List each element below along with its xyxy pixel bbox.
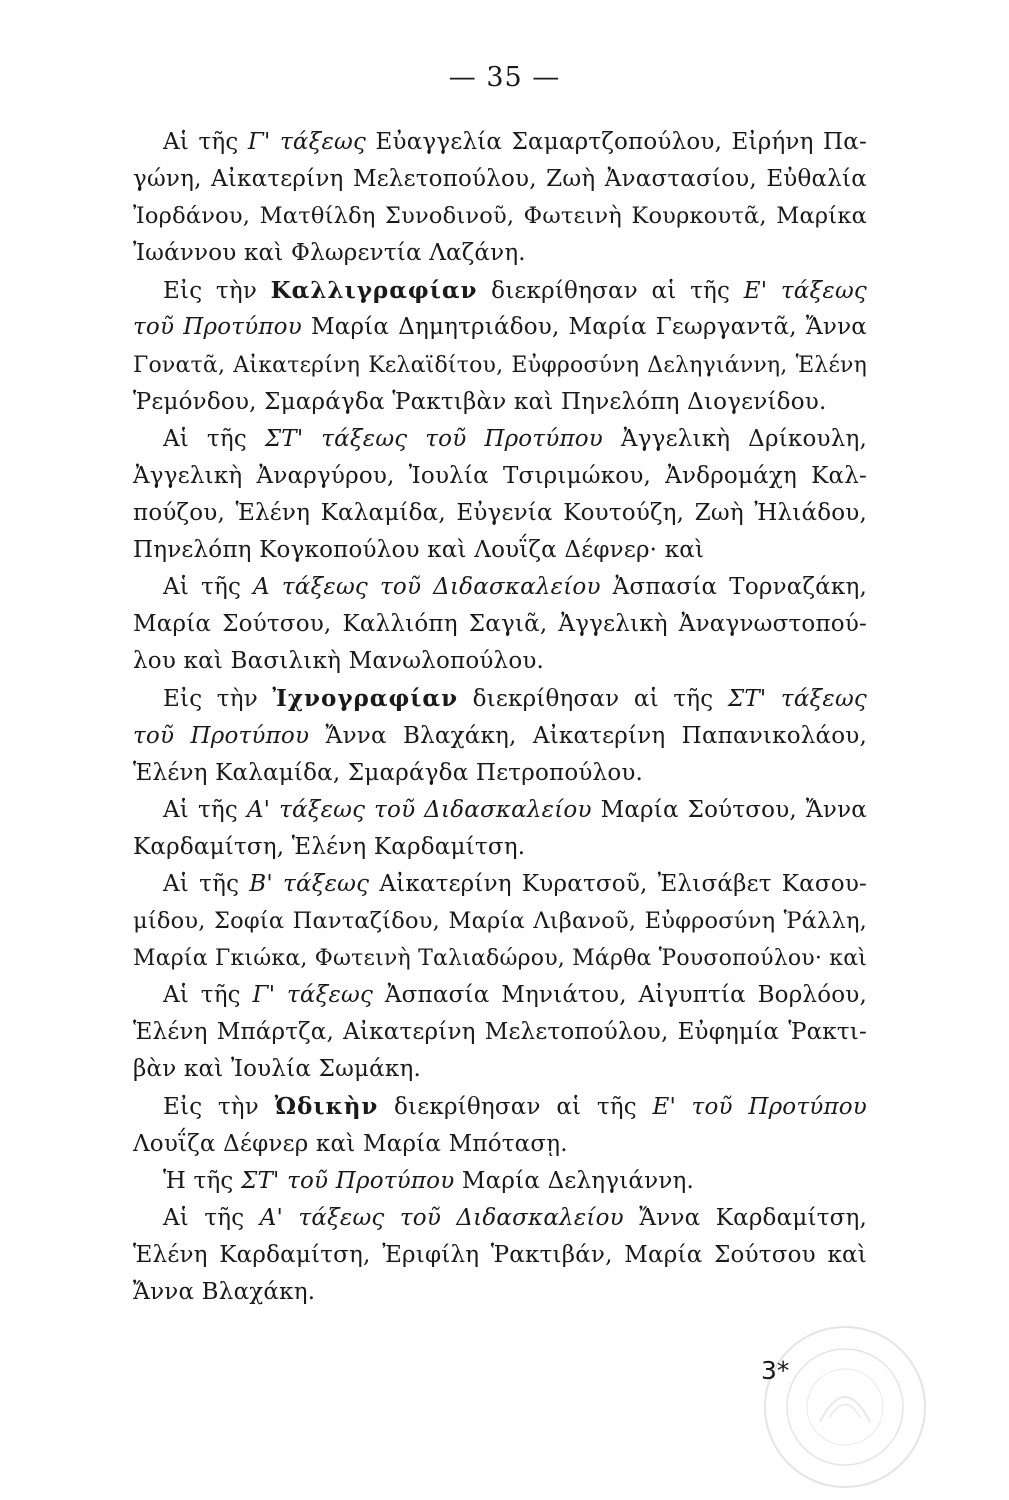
- text-line: [133, 161, 867, 198]
- text-line: [133, 1126, 867, 1163]
- text-run: Καρδαμίτση, Ἑλένη Καρδαμίτση.: [133, 833, 526, 860]
- text-line: [133, 124, 867, 161]
- text-run: Ἀγγελικὴ Ἀναργύρου, Ἰουλία Τσιριμώκου, Ἀνδρομάχη Καλ-: [133, 462, 867, 489]
- text-line: [133, 680, 867, 717]
- text-run: Πηνελόπη Κογκοπούλου καὶ Λουΐζα Δέφνερ· καὶ: [133, 537, 705, 564]
- text-line: [133, 977, 867, 1014]
- subject-heading: Ὠδικὴν: [274, 1093, 379, 1121]
- text-run: Εἰς τὴν: [163, 686, 273, 713]
- class-designation: Ε' τοῦ Προτύπου: [652, 1094, 867, 1121]
- text-run: Ῥεμόνδου, Σμαράγδα Ῥακτιβὰν καὶ Πηνελόπη Διογενίδου.: [133, 388, 827, 415]
- class-designation: Α' τάξεως τοῦ Διδασκαλείου: [246, 796, 601, 823]
- class-designation: Γ' τάξεως: [247, 129, 376, 155]
- class-designation: ΣΤ' τοῦ Προτύπου: [241, 1167, 462, 1194]
- text-line: [133, 903, 867, 940]
- text-body: [133, 124, 867, 1311]
- signature-mark: 3*: [761, 1356, 790, 1385]
- text-run: Εὐαγγελία Σαμαρτζοπούλου, Εἰρήνη Πα-: [375, 129, 867, 155]
- class-designation: τοῦ Προτύπου: [133, 314, 311, 341]
- text-line: [133, 1163, 867, 1200]
- text-line: [133, 1237, 867, 1274]
- text-run: Λουΐζα Δέφνερ καὶ Μαρία Μπότασῃ.: [133, 1130, 568, 1157]
- text-line: [133, 309, 867, 346]
- text-run: Αἰκατερίνη Κυρατσοῦ, Ἐλισάβετ Κασου-: [379, 870, 867, 897]
- text-line: [133, 1274, 867, 1311]
- text-run: διεκρίθησαν αἱ τῆς: [477, 278, 744, 305]
- text-run: Ἑλένη Καρδαμίτση, Ἐριφίλη Ῥακτιβάν, Μαρία Σούτσου καὶ: [133, 1241, 867, 1268]
- text-run: Ἄννα Βλαχάκη.: [133, 1278, 316, 1305]
- class-designation: Γ' τάξεως: [252, 982, 385, 1009]
- text-line: [133, 643, 867, 680]
- text-line: [133, 532, 867, 569]
- text-run: Ἀγγελικὴ Δρίκουλη,: [620, 425, 867, 452]
- text-line: [133, 866, 867, 903]
- page-number: — 35 —: [448, 62, 561, 93]
- text-run: Μαρία Δημητριάδου, Μαρία Γεωργαντᾶ, Ἄννα: [310, 314, 867, 341]
- library-stamp-icon: [760, 1322, 930, 1492]
- text-line: [133, 272, 867, 309]
- text-run: μίδου, Σοφία Πανταζίδου, Μαρία Λιβανοῦ, Εὐφροσύνη Ῥάλλη,: [133, 907, 867, 934]
- text-run: Αἱ τῆς: [163, 796, 247, 823]
- text-run: Μαρία Σούτσου, Ἄννα: [600, 796, 867, 823]
- text-line: [133, 384, 867, 421]
- text-line: [133, 1088, 867, 1125]
- text-line: [133, 1200, 867, 1237]
- class-designation: Ε' τάξεως: [743, 278, 867, 305]
- text-run: Ἄννα Βλαχάκη, Αἰκατερίνη Παπανικολάου,: [325, 722, 867, 749]
- text-run: Αἱ τῆς: [163, 982, 253, 1009]
- text-run: Αἱ τῆς: [163, 425, 265, 452]
- text-line: [133, 755, 867, 792]
- text-run: Ἰωάννου καὶ Φλωρεντία Λαζάνη.: [133, 240, 526, 267]
- class-designation: ΣΤ' τάξεως τοῦ Προτύπου: [264, 425, 621, 452]
- text-run: Μαρία Γκιώκα, Φωτεινὴ Ταλιαδώρου, Μάρθα Ῥουσοπούλου· καὶ: [133, 946, 868, 972]
- text-run: Μαρία Σούτσου, Καλλιόπη Σαγιᾶ, Ἀγγελικὴ Ἀναγνωστοπού-: [133, 611, 867, 638]
- text-run: Ἑλένη Καλαμίδα, Σμαράγδα Πετροπούλου.: [133, 759, 644, 786]
- text-run: Ἀσπασία Μηνιάτου, Αἰγυπτία Βορλόου,: [384, 982, 867, 1009]
- text-line: [133, 940, 867, 977]
- text-line: [133, 829, 867, 866]
- text-run: διεκρίθησαν αἱ τῆς: [458, 686, 728, 713]
- text-line: [133, 718, 867, 755]
- text-run: Ἑλένη Μπάρτζα, Αἰκατερίνη Μελετοπούλου, Εὐφημία Ῥακτι-: [133, 1019, 867, 1046]
- text-line: [133, 458, 867, 495]
- class-designation: τοῦ Προτύπου: [133, 722, 326, 749]
- text-run: γώνη, Αἰκατερίνη Μελετοπούλου, Ζωὴ Ἀναστασίου, Εὐθαλία: [133, 166, 867, 193]
- text-run: λου καὶ Βασιλικὴ Μανωλοπούλου.: [133, 648, 545, 675]
- text-run: Γονατᾶ, Αἰκατερίνη Κελαϊδίτου, Εὐφροσύνη Δεληγιάννη, Ἑλένη: [133, 352, 867, 378]
- class-designation: Α τάξεως τοῦ Διδασκαλείου: [253, 574, 613, 601]
- subject-heading: Ἰχνογραφίαν: [272, 685, 459, 713]
- text-line: [133, 235, 867, 272]
- text-line: [133, 1014, 867, 1051]
- text-run: Ἰορδάνου, Ματθίλδη Συνοδινοῦ, Φωτεινὴ Κουρκουτᾶ, Μαρίκα: [133, 203, 867, 230]
- text-run: Ἄννα Καρδαμίτση,: [639, 1204, 868, 1231]
- text-run: Αἱ τῆς: [163, 1204, 260, 1231]
- text-run: Αἱ τῆς: [163, 870, 250, 897]
- subject-heading: Καλλιγραφίαν: [270, 277, 478, 305]
- text-line: [133, 569, 867, 606]
- text-line: [133, 198, 867, 235]
- text-run: Μαρία Δεληγιάννη.: [461, 1167, 695, 1194]
- text-run: Ἀσπασία Τορναζάκη,: [612, 574, 867, 601]
- text-run: βὰν καὶ Ἰουλία Σωμάκη.: [133, 1056, 421, 1083]
- text-line: [133, 1051, 867, 1088]
- class-designation: Α' τάξεως τοῦ Διδασκαλείου: [259, 1204, 640, 1231]
- text-run: Αἱ τῆς: [163, 574, 254, 601]
- text-line: [133, 792, 867, 829]
- text-line: [133, 421, 867, 458]
- text-run: πούζου, Ἑλένη Καλαμίδα, Εὐγενία Κουτούζη, Ζωὴ Ἠλιάδου,: [133, 499, 867, 526]
- text-run: Εἰς τὴν: [163, 278, 271, 305]
- text-run: διεκρίθησαν αἱ τῆς: [378, 1094, 653, 1121]
- text-run: Εἰς τὴν: [163, 1094, 275, 1121]
- text-run: Ἡ τῆς: [163, 1167, 242, 1194]
- text-line: [133, 606, 867, 643]
- class-designation: Β' τάξεως: [249, 870, 380, 897]
- text-line: [133, 347, 867, 384]
- class-designation: ΣΤ' τάξεως: [727, 686, 868, 713]
- text-line: [133, 495, 867, 532]
- text-run: Αἱ τῆς: [163, 129, 248, 155]
